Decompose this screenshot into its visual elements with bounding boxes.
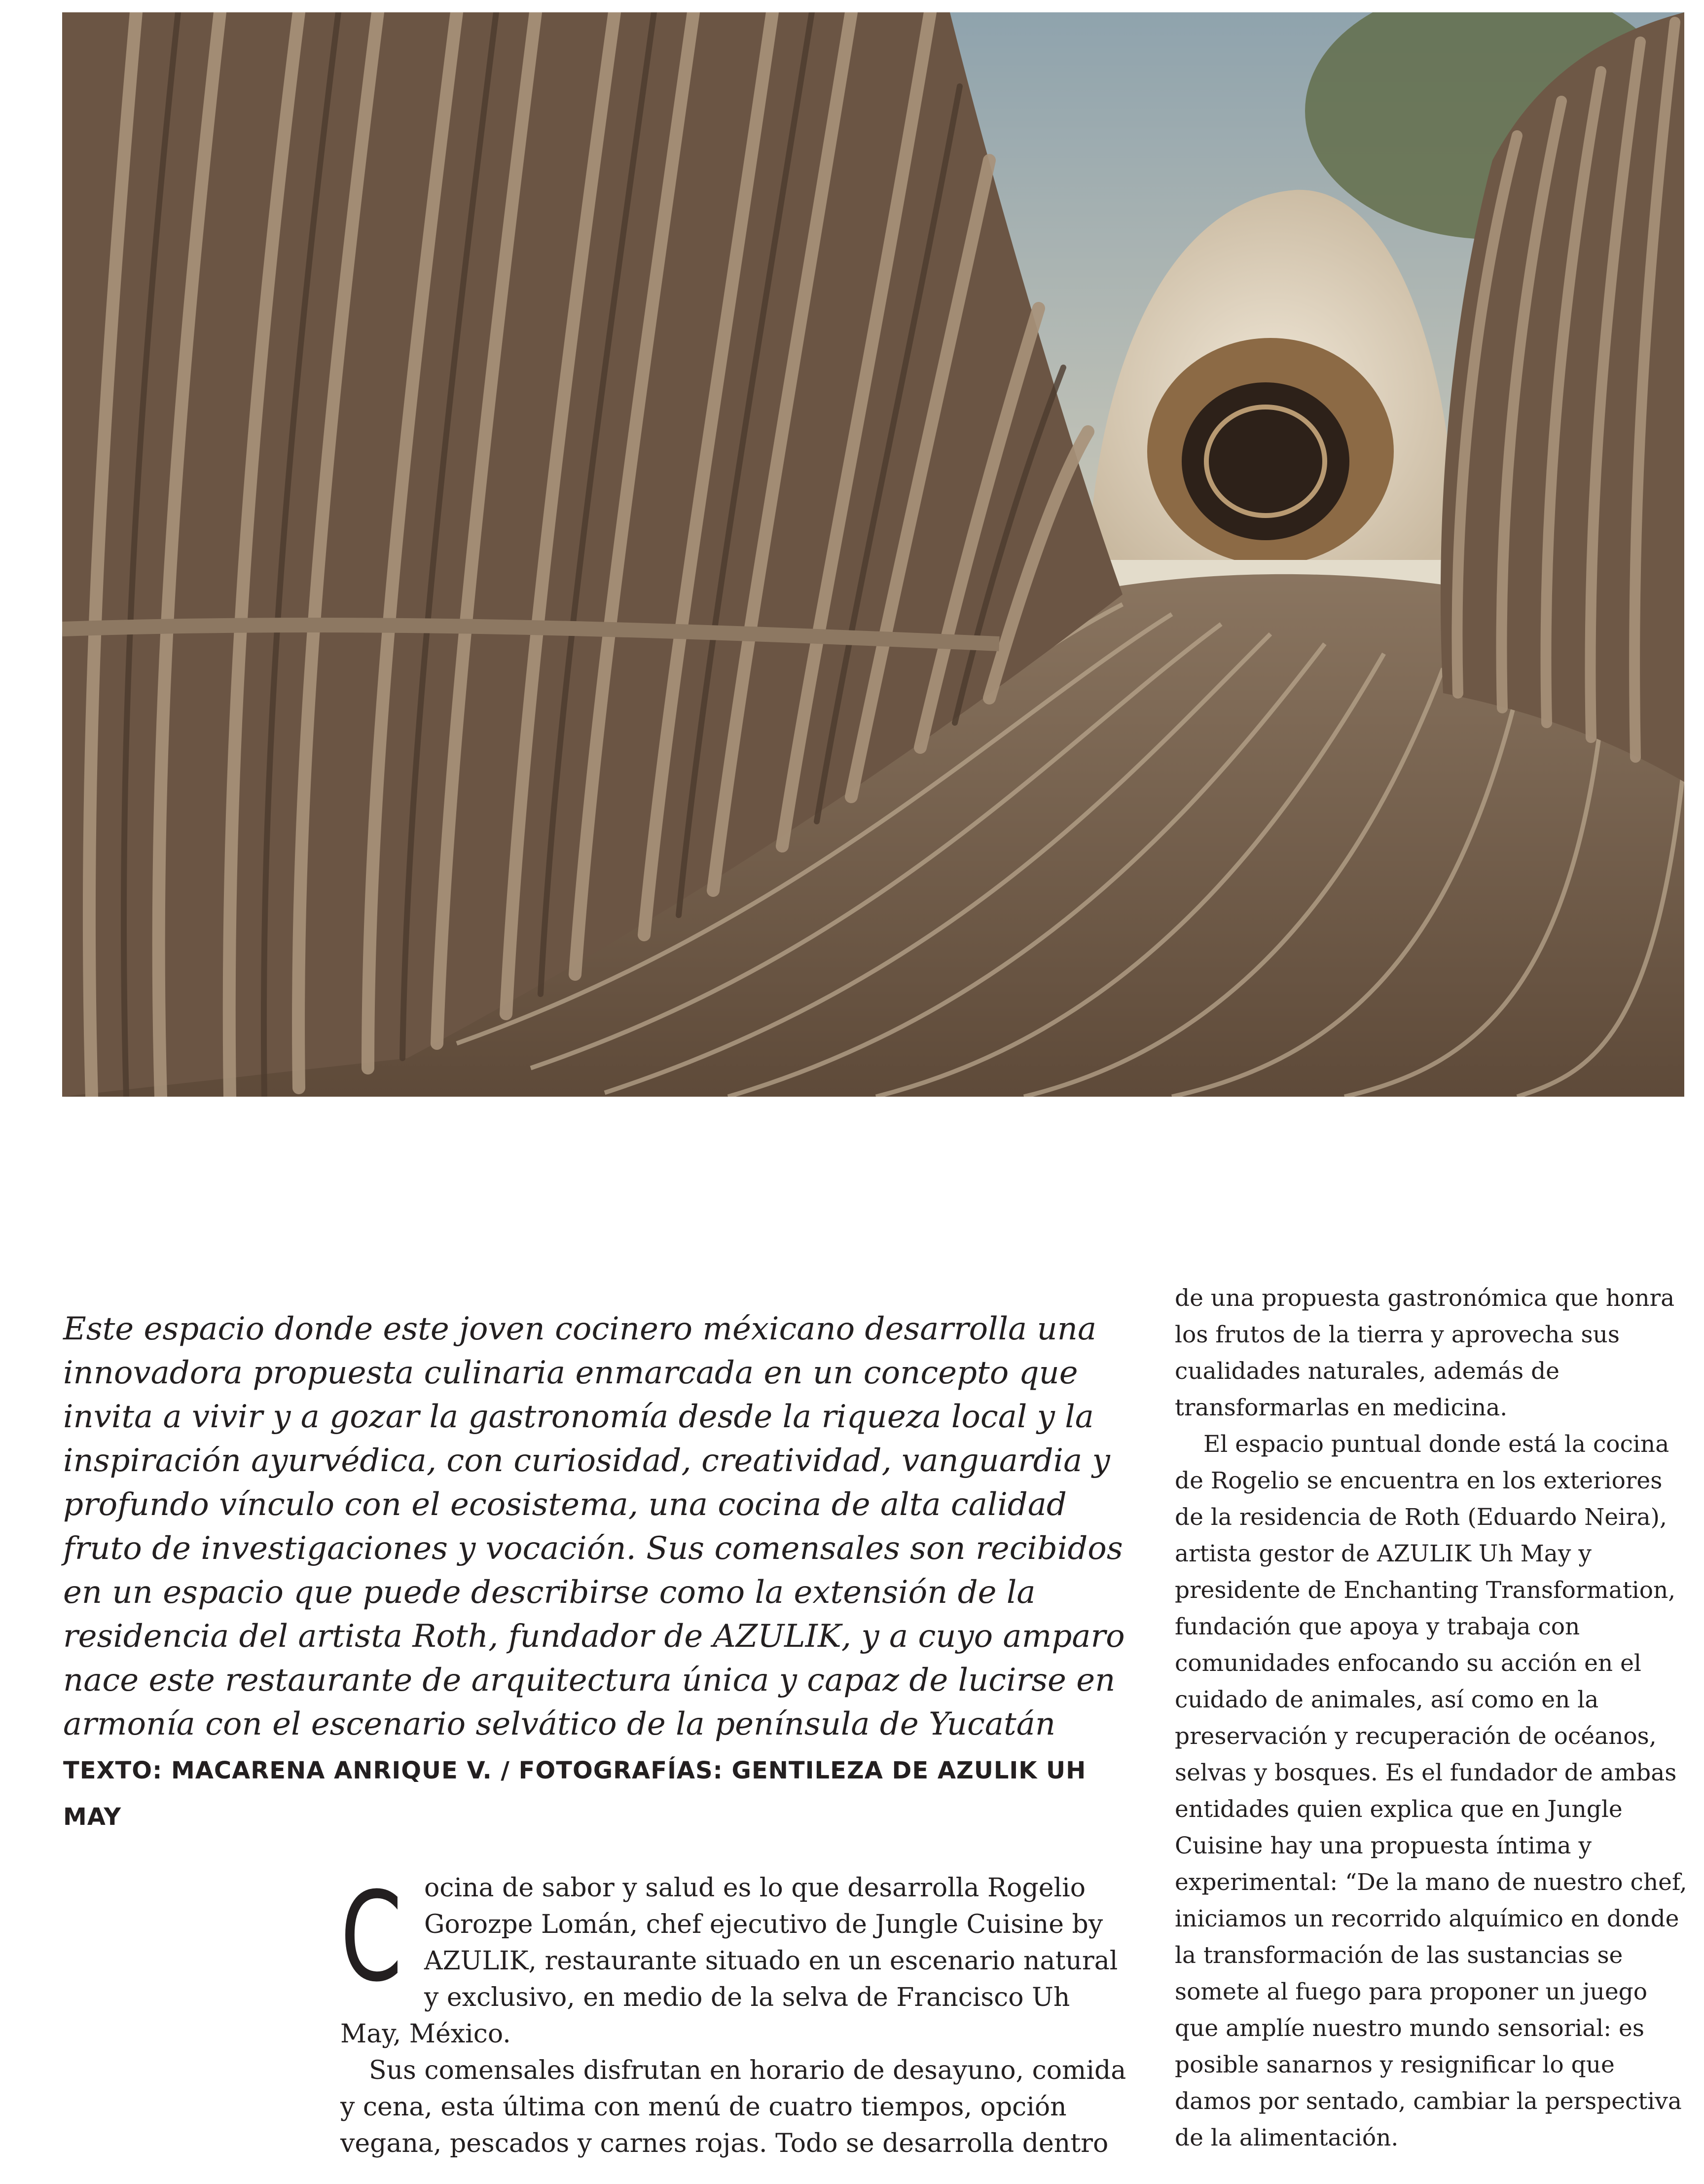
drop-cap: C	[340, 1865, 402, 2009]
wooden-walkway-photo	[62, 12, 1684, 1097]
body-column-2	[1175, 1280, 1688, 2156]
hero-photo	[62, 12, 1684, 1097]
intro-lead	[63, 1307, 1128, 1839]
paragraph-2: Sus comensales disfrutan en horario de desayuno, comida y cena, esta última con menú de cuatro tiempos, opción vegana, pescados y carnes rojas. Todo se desarrolla dentro	[340, 2056, 1126, 2158]
body-column-1	[340, 1865, 1129, 2162]
paragraph-3: El espacio puntual donde está la cocina de Rogelio se encuentra en los exteriores de la residencia de Roth (Eduardo Neira), artista gestor de AZULIK Uh May y presidente de Enchanting Transformation, fundación que apoya y trabaja con comunidades enfocando su acción en el cuidado de animales, así como en la preservación y recuperación de océanos, selvas y bosques. Es el fundador de ambas entidades quien explica que en Jungle Cuisine hay una propuesta íntima y experimental: “De la mano de nuestro chef, iniciamos un recorrido alquímico en donde la transformación de las sustancias se somete al fuego para proponer un juego que amplíe nuestro mundo sensorial: es posible sanarnos y resignificar lo que damos por sentado, cambiar la perspectiva de la alimentación.	[1175, 1431, 1687, 2151]
credits-byline: TEXTO: MACARENA ANRIQUE V. / FOTOGRAFÍAS: GENTILEZA DE AZULIK UH MAY	[63, 1757, 1087, 1831]
paragraph-1	[340, 1865, 1129, 2052]
paragraph-1-text: ocina de sabor y salud es lo que desarrolla Rogelio Gorozpe Lomán, chef ejecutivo de Jungle Cuisine by AZULIK, restaurante situado en un escenario natural y exclusivo, en medio de la selva de Francisco Uh May, México.	[340, 1873, 1118, 2049]
paragraph-2-continued: de una propuesta gastronómica que honra los frutos de la tierra y aprovecha sus cualidades naturales, además de transformarlas en medicina.	[1175, 1285, 1675, 1421]
intro-text: Este espacio donde este joven cocinero méxicano desarrolla una innovadora propuesta culinaria enmarcada en un concepto que invita a vivir y a gozar la gastronomía desde la riqueza local y la inspiración ayurvédica, con curiosidad, creatividad, vanguardia y profundo vínculo con el ecosistema, una cocina de alta calidad fruto de investigaciones y vocación. Sus comensales son recibidos en un espacio que puede describirse como la extensión de la residencia del artista Roth, fundador de AZULIK, y a cuyo amparo nace este restaurante de arquitectura única y capaz de lucirse en armonía con el escenario selvático de la península de Yucatán	[63, 1311, 1125, 1742]
